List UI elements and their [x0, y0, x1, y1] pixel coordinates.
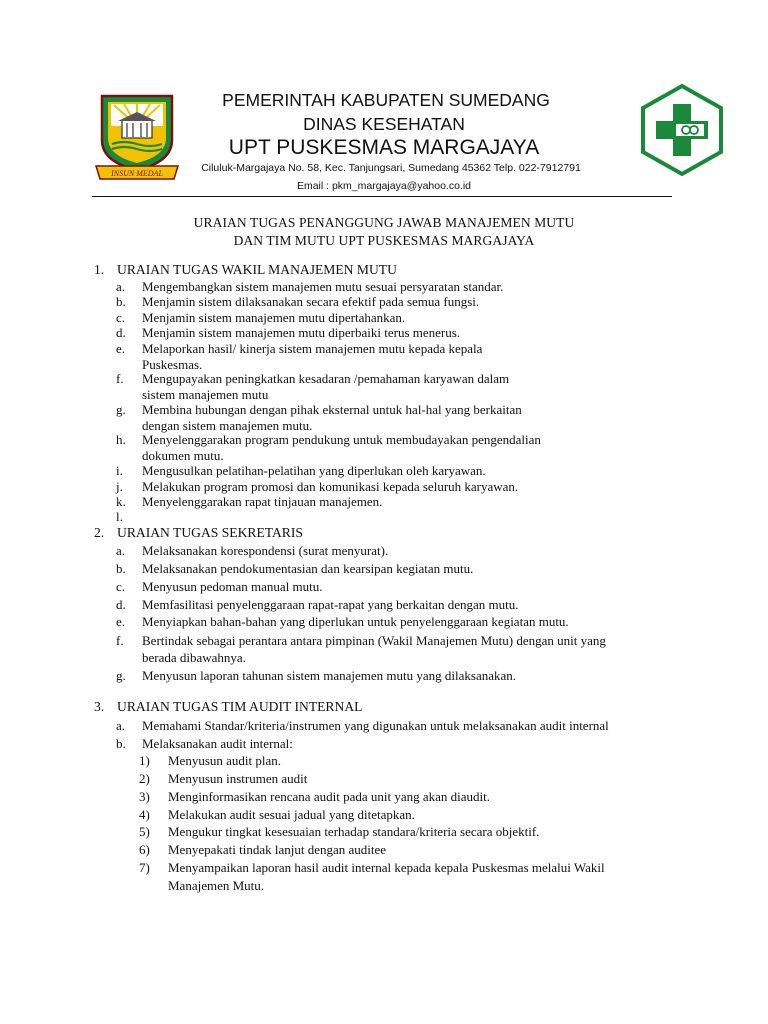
- list-item: d. Memfasilitasi penyelenggaraan rapat-rapat yang berkaitan dengan mutu.: [116, 597, 519, 612]
- section-heading: 1. URAIAN TUGAS WAKIL MANAJEMEN MUTU: [94, 262, 397, 277]
- list-item: e. Menyiapkan bahan-bahan yang diperlukan untuk penyelenggaraan kegiatan mutu.: [116, 614, 569, 629]
- document-title-line-1: URAIAN TUGAS PENANGGUNG JAWAB MANAJEMEN MUTU: [193, 215, 575, 230]
- list-item: h. Menyelenggarakan program pendukung untuk membudayakan pengendalian dokumen mutu.: [116, 432, 541, 463]
- letterhead-agency: DINAS KESEHATAN: [303, 114, 465, 134]
- list-item: k. Menyelenggarakan rapat tinjauan manajemen.: [116, 494, 383, 509]
- list-item: g. Menyusun laporan tahunan sistem manajemen mutu yang dilaksanakan.: [116, 668, 517, 683]
- list-item: b. Menjamin sistem dilaksanakan secara efektif pada semua fungsi.: [116, 294, 480, 309]
- list-item: b. Melaksanakan audit internal:: [116, 736, 293, 751]
- letterhead-address: Ciluluk-Margajaya No. 58, Kec. Tanjungsari, Sumedang 45362 Telp. 022-7912791: [201, 162, 581, 174]
- sub-list-item: 2) Menyusun instrumen audit: [139, 771, 308, 786]
- sub-list-item: 4) Melakukan audit sesuai jadual yang ditetapkan.: [139, 807, 415, 822]
- letterhead-institution: UPT PUSKESMAS MARGAJAYA: [228, 136, 540, 159]
- sub-list-item: 3) Menginformasikan rencana audit pada unit yang akan diaudit.: [139, 789, 491, 804]
- section-heading: 2. URAIAN TUGAS SEKRETARIS: [94, 525, 303, 540]
- list-item: a. Memahami Standar/kriteria/instrumen yang digunakan untuk melaksanakan audit internal: [116, 718, 609, 733]
- sub-list-item: 5) Mengukur tingkat kesesuaian terhadap standara/kriteria secara objektif.: [139, 824, 540, 839]
- list-item: i. Mengusulkan pelatihan-pelatihan yang diperlukan oleh karyawan.: [116, 463, 486, 478]
- list-item: e. Melaporkan hasil/ kinerja sistem manajemen mutu kepada kepala Puskesmas.: [116, 341, 483, 372]
- list-item: d. Menjamin sistem manajemen mutu diperbaiki terus menerus.: [116, 325, 461, 340]
- letterhead-email: Email : pkm_margajaya@yahoo.co.id: [296, 180, 472, 192]
- letterhead-government: PEMERINTAH KABUPATEN SUMEDANG: [222, 90, 550, 110]
- list-item: l.: [116, 509, 123, 524]
- list-item: f. Mengupayakan peningkatkan kesadaran /pemahaman karyawan dalam sistem manajemen mutu: [116, 371, 510, 402]
- list-item: g. Membina hubungan dengan pihak eksternal untuk hal-hal yang berkaitan dengan sistem manajemen mutu.: [116, 402, 522, 433]
- list-item: c. Menjamin sistem manajemen mutu dipertahankan.: [116, 310, 406, 325]
- section-heading: 3. URAIAN TUGAS TIM AUDIT INTERNAL: [94, 699, 363, 714]
- list-item: j. Melakukan program promosi dan komunikasi kepada seluruh karyawan.: [116, 479, 519, 494]
- list-item: a. Melaksanakan korespondensi (surat menyurat).: [116, 543, 389, 558]
- emblem-motto-text: INSUN MEDAL: [111, 169, 163, 178]
- sub-list-item: 6) Menyepakati tindak lanjut dengan auditee: [139, 842, 387, 857]
- document-title-line-2: DAN TIM MUTU UPT PUSKESMAS MARGAJAYA: [233, 233, 535, 248]
- list-item: a. Mengembangkan sistem manajemen mutu sesuai persyaratan standar.: [116, 279, 504, 294]
- sub-list-item: 7) Menyampaikan laporan hasil audit internal kepada kepala Puskesmas melalui Wakil Manajemen Mutu.: [139, 860, 605, 893]
- list-item: b. Melaksanakan pendokumentasian dan kearsipan kegiatan mutu.: [116, 561, 474, 576]
- sub-list-item: 1) Menyusun audit plan.: [139, 753, 282, 768]
- letterhead-divider: [92, 196, 672, 197]
- list-item: f. Bertindak sebagai perantara antara pimpinan (Wakil Manajemen Mutu) dengan unit yang berada dibawahnya.: [116, 633, 606, 665]
- list-item: c. Menyusun pedoman manual mutu.: [116, 579, 323, 594]
